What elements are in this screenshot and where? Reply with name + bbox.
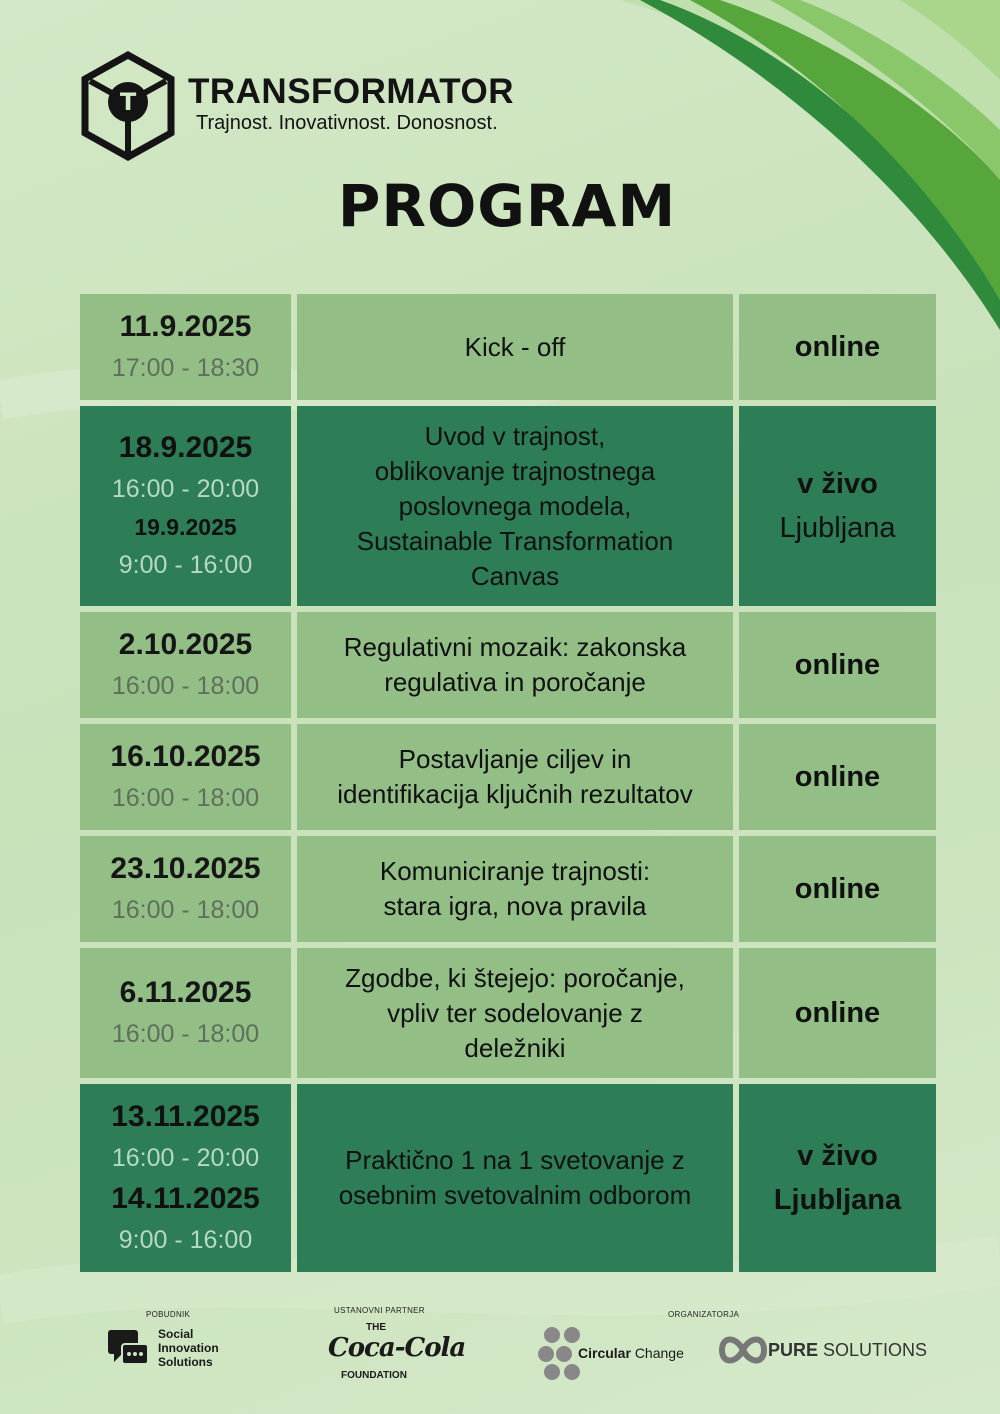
pure-solutions-bold: PURE: [768, 1340, 819, 1360]
topic-cell: [297, 294, 733, 400]
session-mode: online: [794, 997, 881, 1029]
topic-cell: [297, 724, 733, 830]
sponsors-footer: [0, 1300, 1000, 1410]
session-topic: Komuniciranje trajnosti: stara igra, nova pravila: [379, 856, 651, 921]
date-cell: [80, 836, 291, 942]
session-mode: online: [794, 761, 881, 793]
session-mode: v živo: [797, 1140, 878, 1172]
schedule-table: [80, 294, 936, 1278]
session-date: 6.11.2025: [119, 976, 252, 1009]
session-date: 18.9.2025: [118, 431, 253, 464]
session-mode: online: [794, 649, 881, 681]
session-topic: Praktično 1 na 1 svetovanje z osebnim svetovalnim odborom: [338, 1145, 692, 1210]
founding-partner-caption: USTANOVNI PARTNER: [334, 1306, 425, 1315]
topic-cell: [297, 406, 733, 606]
infinity-icon: [716, 1330, 770, 1370]
circular-change-name: [578, 1345, 684, 1361]
brand-tagline: Trajnost. Inovativnost. Donosnost.: [196, 112, 498, 134]
schedule-row: [80, 724, 936, 830]
initiator-line: Innovation: [158, 1341, 219, 1355]
session-date: 14.11.2025: [111, 1182, 260, 1215]
session-mode: online: [794, 873, 881, 905]
session-time: 9:00 - 16:00: [118, 551, 253, 579]
topic-cell: [297, 836, 733, 942]
session-mode: v živo: [797, 468, 878, 500]
session-topic: Regulativni mozaik: zakonska regulativa in poročanje: [343, 632, 687, 697]
circular-change-rest: Change: [634, 1345, 684, 1361]
circular-change-bold: Circular: [578, 1345, 631, 1361]
coca-cola-foundation: FOUNDATION: [341, 1370, 407, 1381]
schedule-row: [80, 406, 936, 606]
date-cell: [80, 612, 291, 718]
pure-solutions-name: [768, 1340, 927, 1361]
topic-cell: [297, 612, 733, 718]
schedule-row: [80, 294, 936, 400]
initiator-caption: POBUDNIK: [146, 1310, 191, 1319]
date-cell: [80, 1084, 291, 1272]
session-topic: Zgodbe, ki štejejo: poročanje, vpliv ter sodelovanje z deležniki: [345, 962, 685, 1063]
session-date: 2.10.2025: [118, 628, 253, 661]
place-cell: [739, 406, 936, 606]
page-title: PROGRAM: [337, 172, 677, 240]
coca-cola-logo: Coca-Cola: [328, 1333, 466, 1363]
session-date: 13.11.2025: [111, 1100, 260, 1133]
place-cell: [739, 612, 936, 718]
session-time: 16:00 - 18:00: [111, 1020, 260, 1048]
session-time: 16:00 - 18:00: [111, 672, 260, 700]
schedule-row: [80, 948, 936, 1078]
date-cell: [80, 724, 291, 830]
place-cell: [739, 1084, 936, 1272]
place-cell: [739, 836, 936, 942]
place-cell: [739, 724, 936, 830]
session-time: 16:00 - 18:00: [111, 896, 260, 924]
pure-solutions-rest: SOLUTIONS: [823, 1340, 928, 1360]
transformator-cube-logo: [78, 50, 178, 162]
date-cell: [80, 294, 291, 400]
schedule-row: [80, 1084, 936, 1272]
speech-bubbles-icon: [106, 1326, 152, 1372]
session-mode: online: [794, 331, 881, 363]
schedule-row: [80, 612, 936, 718]
session-time: 16:00 - 20:00: [111, 475, 260, 503]
session-city: Ljubljana: [779, 512, 896, 544]
session-city: Ljubljana: [773, 1184, 902, 1216]
brand-name: TRANSFORMATOR: [188, 72, 515, 111]
svg-text:T: T: [119, 88, 137, 116]
session-time: 16:00 - 20:00: [111, 1144, 260, 1172]
date-cell: [80, 948, 291, 1078]
session-date: 19.9.2025: [134, 514, 237, 540]
session-time: 17:00 - 18:30: [111, 354, 260, 382]
session-topic: Uvod v trajnost, oblikovanje trajnostnega poslovnega modela, Sustainable Transformation Canvas: [356, 420, 674, 591]
place-cell: [739, 294, 936, 400]
session-topic: Postavljanje ciljev in identifikacija ključnih rezultatov: [337, 744, 693, 809]
initiator-line: Solutions: [158, 1355, 213, 1369]
session-topic: Kick - off: [464, 331, 566, 362]
session-date: 11.9.2025: [119, 310, 252, 343]
place-cell: [739, 948, 936, 1078]
topic-cell: [297, 1084, 733, 1272]
date-cell: [80, 406, 291, 606]
session-time: 16:00 - 18:00: [111, 784, 260, 812]
schedule-row: [80, 836, 936, 942]
session-date: 16.10.2025: [110, 740, 261, 773]
organizers-caption: ORGANIZATORJA: [668, 1310, 740, 1319]
initiator-line: Social: [158, 1327, 194, 1341]
session-time: 9:00 - 16:00: [118, 1226, 253, 1254]
topic-cell: [297, 948, 733, 1078]
session-date: 23.10.2025: [110, 852, 261, 885]
coca-cola-the: THE: [366, 1322, 386, 1333]
